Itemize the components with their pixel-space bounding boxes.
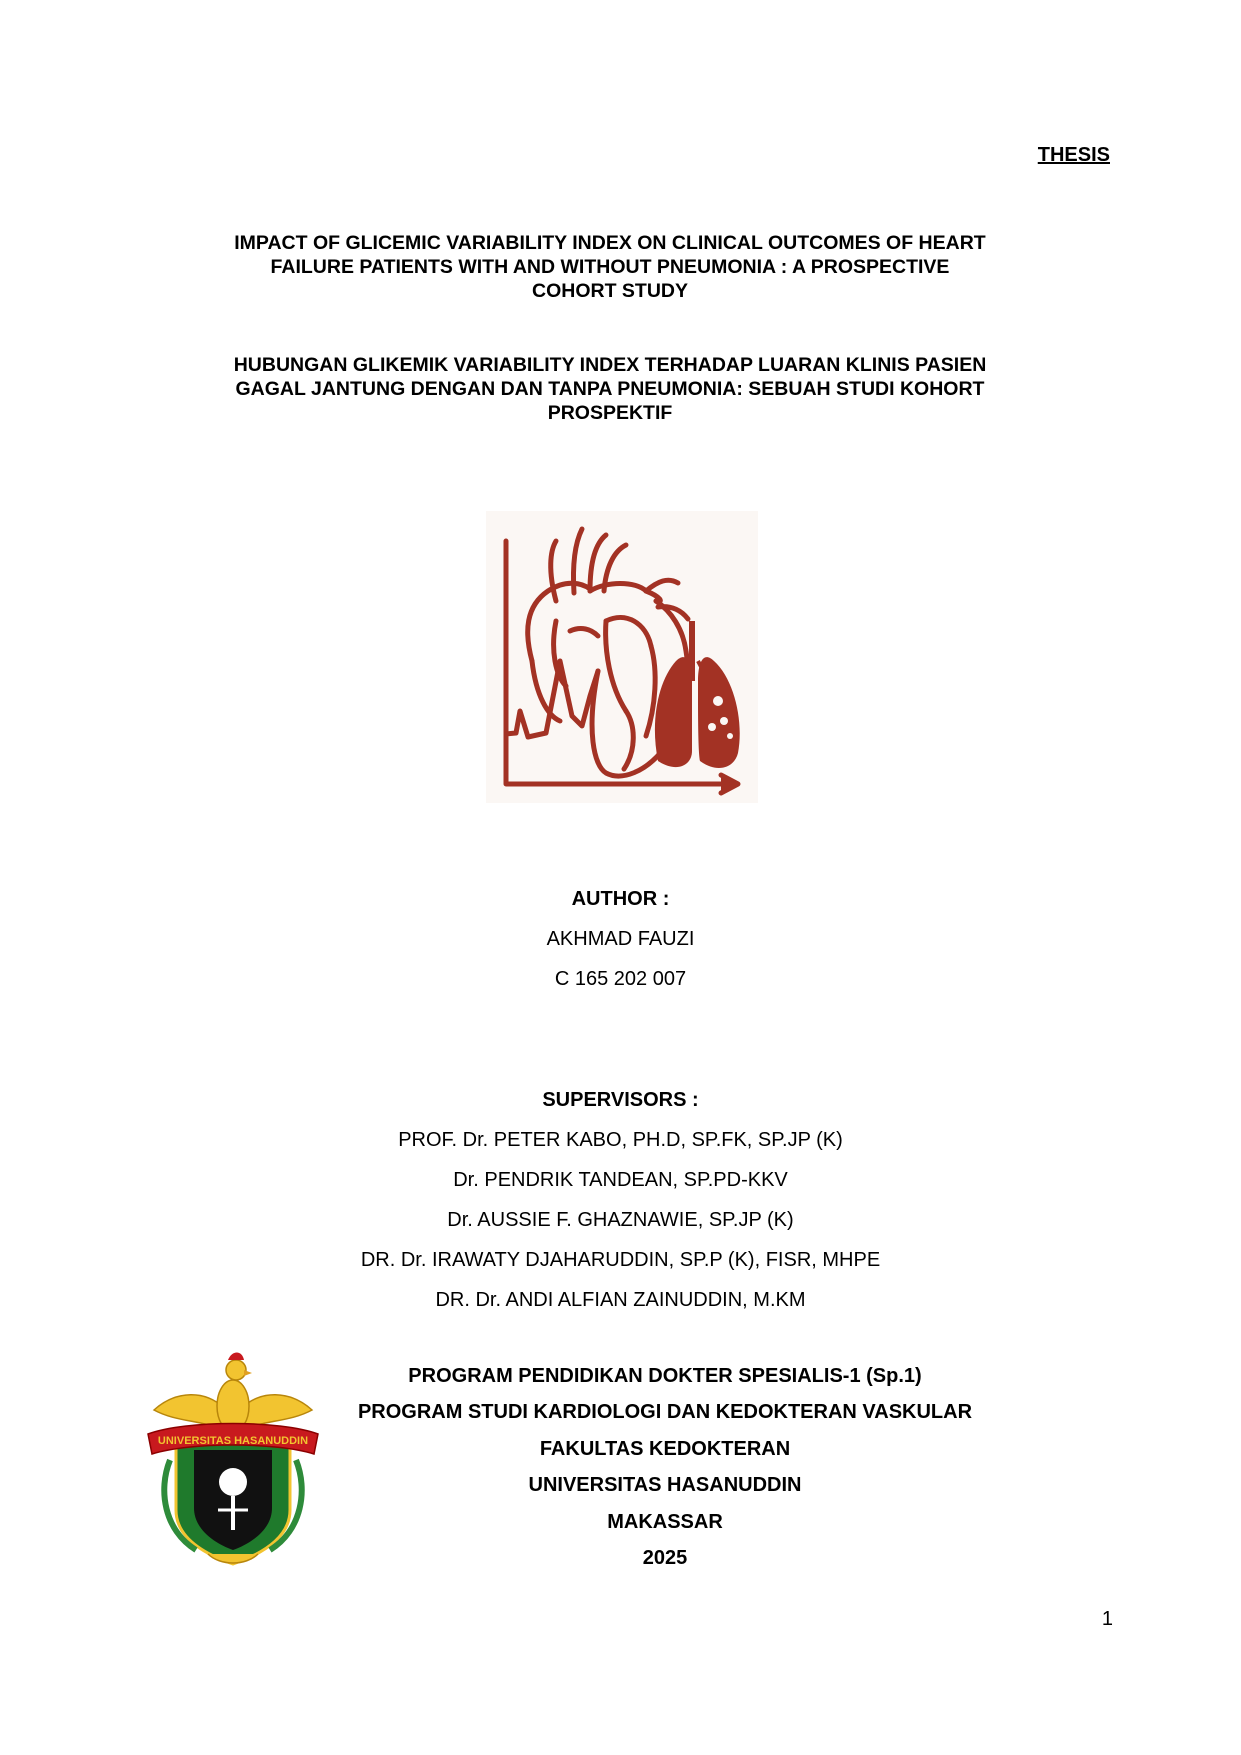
indonesian-title-line: HUBUNGAN GLIKEMIK VARIABILITY INDEX TERHADAP LUARAN KLINIS PASIEN [233,354,987,376]
page-number: 1 [1101,1608,1113,1630]
supervisor-name: PROF. Dr. PETER KABO, PH.D, SP.FK, SP.JP (K) [398,1129,843,1151]
institution-line: MAKASSAR [607,1511,723,1533]
author-student-id: C 165 202 007 [554,968,687,990]
supervisor-name: Dr. AUSSIE F. GHAZNAWIE, SP.JP (K) [447,1209,794,1231]
university-crest-icon [146,1350,320,1568]
english-title [190,231,1030,303]
institution-year: 2025 [642,1547,688,1569]
supervisor-name: Dr. PENDRIK TANDEAN, SP.PD-KKV [453,1169,788,1191]
institution-line: PROGRAM STUDI KARDIOLOGI DAN KEDOKTERAN VASKULAR [357,1401,973,1423]
supervisor-name: DR. Dr. ANDI ALFIAN ZAINUDDIN, M.KM [435,1289,806,1311]
author-name: AKHMAD FAUZI [546,928,695,950]
supervisor-name: DR. Dr. IRAWATY DJAHARUDDIN, SP.P (K), FISR, MHPE [360,1249,881,1271]
author-heading: AUTHOR : [571,888,670,910]
thesis-label: THESIS [1037,144,1110,166]
indonesian-title [190,353,1030,425]
english-title-line: COHORT STUDY [532,280,688,302]
supervisors-heading: SUPERVISORS : [542,1089,699,1111]
institution-line: UNIVERSITAS HASANUDDIN [528,1474,802,1496]
crest-ribbon-text: UNIVERSITAS HASANUDDIN [157,1435,309,1447]
heart-lungs-icon [486,511,758,803]
english-title-line: IMPACT OF GLICEMIC VARIABILITY INDEX ON CLINICAL OUTCOMES OF HEART [234,232,986,254]
institution-line: FAKULTAS KEDOKTERAN [539,1438,791,1460]
english-title-line: FAILURE PATIENTS WITH AND WITHOUT PNEUMONIA : A PROSPECTIVE [270,256,950,278]
indonesian-title-line: GAGAL JANTUNG DENGAN DAN TANPA PNEUMONIA: SEBUAH STUDI KOHORT [235,378,985,400]
institution-line: PROGRAM PENDIDIKAN DOKTER SPESIALIS-1 (Sp.1) [408,1365,922,1387]
indonesian-title-line: PROSPEKTIF [547,402,673,424]
